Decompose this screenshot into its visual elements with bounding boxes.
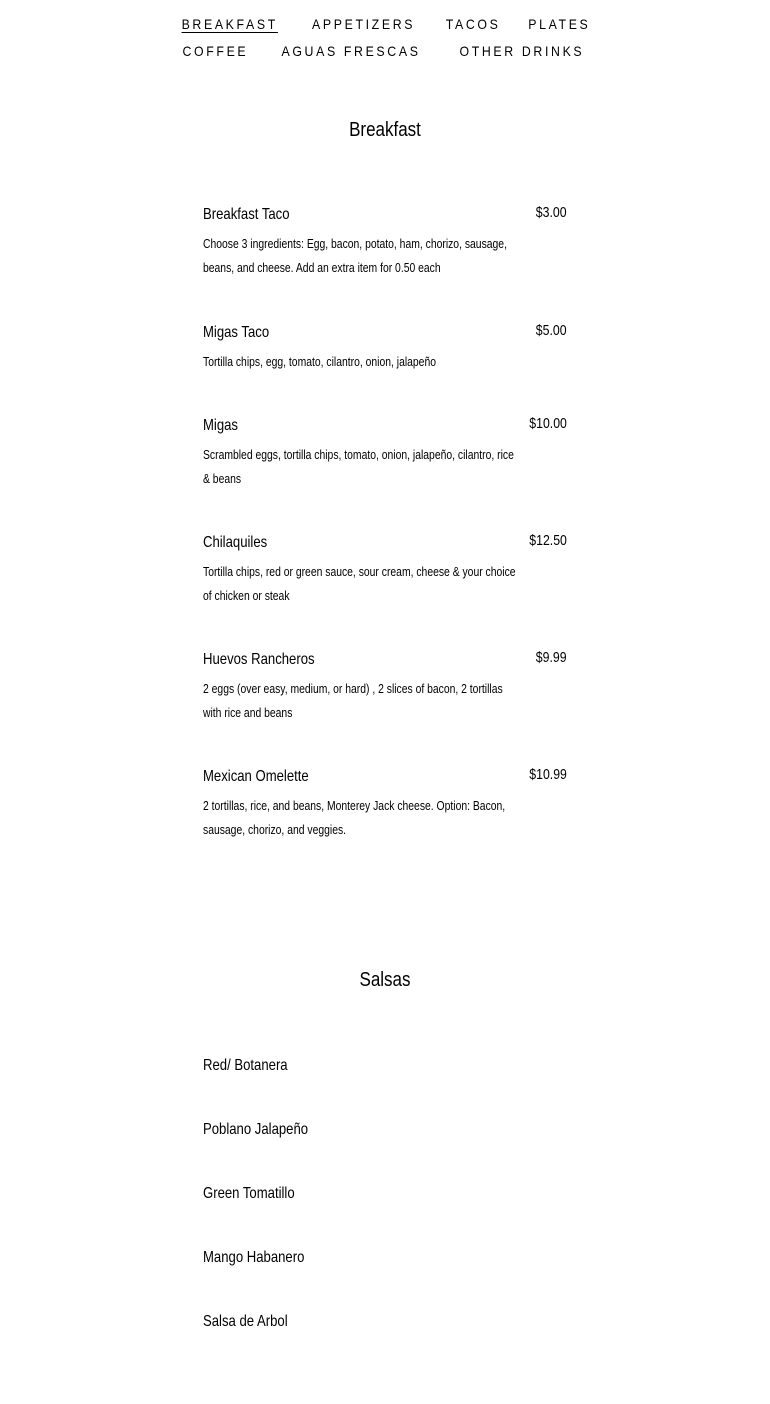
menu-item-description: Choose 3 ingredients: Egg, bacon, potato, ham, chorizo, sausage, beans, and cheese. Add an extra item for 0.50 each [203,237,507,275]
nav-link-plates[interactable]: PLATES [528,15,591,32]
salsas-section-title: Salsas [359,969,411,991]
menu-item-price: $10.99 [529,766,567,783]
menu-item-price: $5.00 [536,322,567,339]
salsa-item: Red/ Botanera [203,1057,288,1074]
menu-item-name: Chilaquiles [203,534,268,551]
nav-link-appetizers[interactable]: APPETIZERS [311,15,415,32]
menu-item-name: Migas Taco [203,324,270,341]
menu-item-name: Breakfast Taco [203,206,290,223]
salsa-item: Green Tomatillo [203,1185,295,1202]
menu-item-description: Tortilla chips, red or green sauce, sour cream, cheese & your choice of chicken or steak [203,565,516,603]
menu-item-price: $3.00 [536,204,567,221]
menu-item-description: 2 eggs (over easy, medium, or hard) , 2 slices of bacon, 2 tortillas with rice and beans [203,682,503,720]
menu-item-name: Migas [203,417,239,434]
nav-row-2 [0,37,770,64]
menu-item-price: $9.99 [536,649,567,666]
menu-item-name: Mexican Omelette [203,768,309,785]
menu-item-description: 2 tortillas, rice, and beans, Monterey Jack cheese. Option: Bacon, sausage, chorizo, and veggies. [203,799,506,837]
nav-link-tacos[interactable]: TACOS [445,15,501,32]
nav-link-coffee[interactable]: COFFEE [182,42,248,59]
menu-item-description: Scrambled eggs, tortilla chips, tomato, onion, jalapeño, cilantro, rice & beans [203,448,514,486]
nav-row-1 [0,10,770,37]
menu-item-price: $10.00 [529,415,567,432]
menu-item-description: Tortilla chips, egg, tomato, cilantro, onion, jalapeño [203,355,437,369]
menu-item-price: $12.50 [529,532,567,549]
menu-item-name: Huevos Rancheros [203,651,315,668]
menu-category-nav [0,10,770,64]
breakfast-section-title: Breakfast [349,119,421,141]
nav-link-aguas-frescas[interactable]: AGUAS FRESCAS [281,42,422,59]
nav-link-breakfast[interactable]: BREAKFAST [181,15,279,32]
salsa-item: Mango Habanero [203,1249,305,1266]
salsa-item: Poblano Jalapeño [203,1121,309,1138]
nav-link-other-drinks[interactable]: OTHER DRINKS [459,42,584,59]
salsa-item: Salsa de Arbol [203,1313,288,1330]
